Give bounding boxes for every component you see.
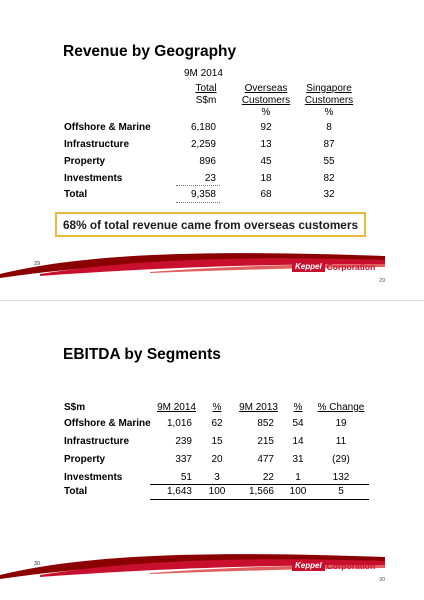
row-segment: Investments <box>64 173 123 184</box>
keppel-logo <box>292 560 375 571</box>
row-overseas: 13 <box>260 139 272 150</box>
row-pct-2013: 14 <box>292 436 304 447</box>
row-overseas: 45 <box>260 156 272 167</box>
slide-title: EBITDA by Segments <box>63 346 221 363</box>
col-header-9m2013: 9M 2013 <box>239 402 278 413</box>
row-singapore: 82 <box>323 173 335 184</box>
row-change: 19 <box>335 418 347 429</box>
row-9m2013: 215 <box>257 436 274 447</box>
row-segment: Infrastructure <box>64 436 130 447</box>
row-segment: Property <box>64 156 106 167</box>
row-9m2013: 1,566 <box>248 486 274 497</box>
page-number-right: 29 <box>379 278 386 284</box>
row-total: 9,358 <box>190 189 216 200</box>
row-pct-2014: 3 <box>214 472 220 483</box>
row-change: 5 <box>338 486 344 497</box>
row-pct-2014: 100 <box>208 486 226 497</box>
row-pct-2014: 15 <box>211 436 223 447</box>
col-header-9m2014: 9M 2014 <box>157 402 196 413</box>
col-header-overseas: Overseas <box>244 83 288 94</box>
row-segment: Total <box>64 189 88 200</box>
total-underline <box>176 202 220 203</box>
period-label: 9M 2014 <box>184 68 223 79</box>
row-pct-2014: 62 <box>211 418 223 429</box>
col-header-pct-2013: % <box>293 402 303 413</box>
col-header-overseas-sub: Customers <box>241 95 291 106</box>
total-separator <box>150 484 369 485</box>
col-header-total: Total <box>195 83 217 94</box>
row-segment: Offshore & Marine <box>64 418 151 429</box>
col-header-change: % Change <box>317 402 365 413</box>
row-9m2014: 337 <box>175 454 192 465</box>
row-change: (29) <box>332 454 350 465</box>
row-pct-2013: 100 <box>289 486 307 497</box>
row-9m2013: 477 <box>257 454 274 465</box>
col-header-singapore: Singapore <box>306 83 352 94</box>
row-overseas: 18 <box>260 173 272 184</box>
col-header-unit: S$m <box>64 402 86 413</box>
row-total: 2,259 <box>190 139 216 150</box>
slide-ebitda-by-segments <box>0 301 424 600</box>
row-segment: Investments <box>64 472 123 483</box>
logo-mark: Keppel <box>292 261 325 272</box>
row-total: 23 <box>204 173 216 184</box>
slide-title: Revenue by Geography <box>63 43 237 60</box>
row-singapore: 8 <box>326 122 332 133</box>
row-segment: Total <box>64 486 88 497</box>
row-overseas: 68 <box>260 189 272 200</box>
row-pct-2013: 1 <box>295 472 301 483</box>
row-9m2014: 51 <box>180 472 192 483</box>
row-segment: Infrastructure <box>64 139 130 150</box>
row-9m2014: 1,016 <box>166 418 192 429</box>
page-number-left: 29 <box>34 261 41 267</box>
page-number-left: 30 <box>34 561 41 567</box>
callout-box: 68% of total revenue came from overseas customers <box>55 212 366 237</box>
logo-text: Corporation <box>326 560 376 571</box>
row-pct-2013: 54 <box>292 418 304 429</box>
row-pct-2014: 20 <box>211 454 223 465</box>
row-singapore: 87 <box>323 139 335 150</box>
logo-text: Corporation <box>326 261 376 272</box>
col-header-singapore-unit: % <box>324 107 334 118</box>
total-underline <box>150 499 369 500</box>
row-singapore: 55 <box>323 156 335 167</box>
col-header-total-unit: S$m <box>195 95 217 106</box>
row-singapore: 32 <box>323 189 335 200</box>
row-overseas: 92 <box>260 122 272 133</box>
row-total: 896 <box>199 156 216 167</box>
row-9m2014: 239 <box>175 436 192 447</box>
keppel-logo <box>292 261 375 272</box>
row-total: 6,180 <box>190 122 216 133</box>
row-change: 132 <box>332 472 350 483</box>
col-header-singapore-sub: Customers <box>304 95 354 106</box>
row-9m2013: 852 <box>257 418 274 429</box>
row-pct-2013: 31 <box>292 454 304 465</box>
page-number-right: 30 <box>379 577 386 583</box>
total-separator <box>176 185 220 186</box>
row-change: 11 <box>335 436 347 447</box>
col-header-overseas-unit: % <box>261 107 271 118</box>
row-9m2014: 1,643 <box>166 486 192 497</box>
logo-mark: Keppel <box>292 560 325 571</box>
row-segment: Offshore & Marine <box>64 122 151 133</box>
row-segment: Property <box>64 454 106 465</box>
col-header-pct-2014: % <box>212 402 222 413</box>
row-9m2013: 22 <box>262 472 274 483</box>
